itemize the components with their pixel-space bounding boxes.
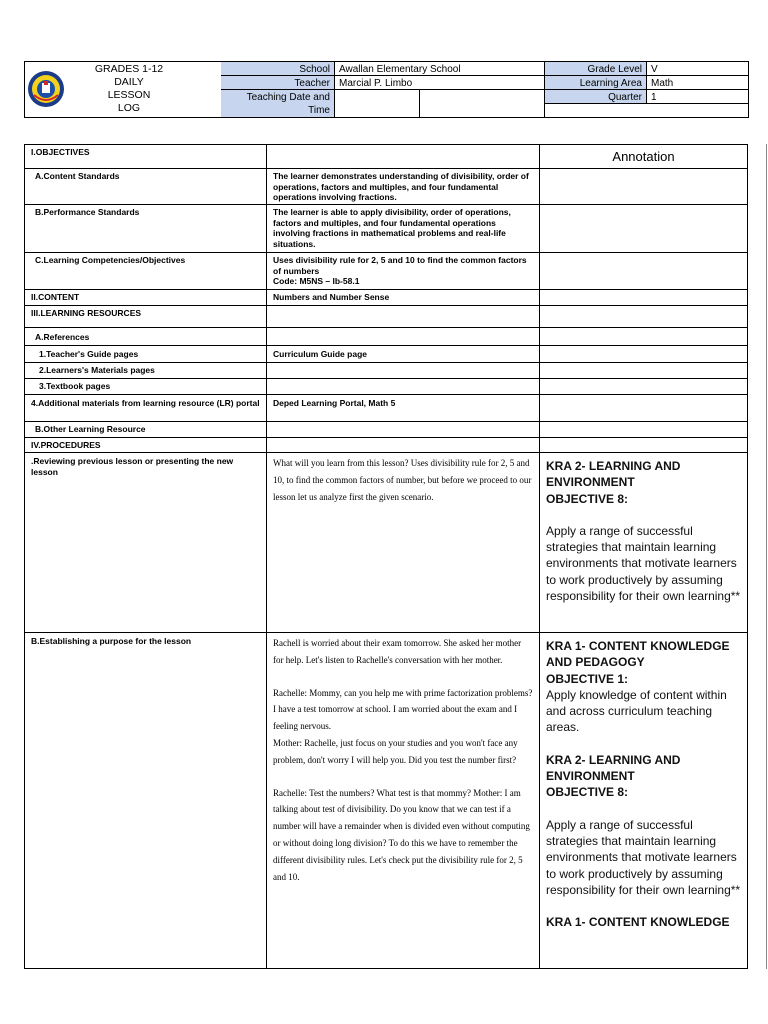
learning-area-label: Learning Area — [545, 76, 647, 90]
performance-standards-label: B.Performance Standards — [25, 205, 267, 252]
kra2-heading-line2: ENVIRONMENT — [546, 475, 635, 490]
purpose-paragraph-4: Rachelle: Test the numbers? What test is that mommy? Mother: I am talking about test of divisibility. Do you know that we can test if a number will have a remainder when is divided even without computing or without doing long division? To do this we have to remember the different divisibility rules. Let's check put the divisibility rule for 2, 5 and 10. — [273, 787, 530, 882]
log-title-line-4: LOG — [117, 102, 141, 114]
lr-portal-value: Deped Learning Portal, Math 5 — [267, 395, 540, 421]
purpose-paragraph-2: Rachelle: Mommy, can you help me with prime factorization problems? I have a test tomorrow at school. I am worried about the exam and I feeling nervous. — [273, 687, 533, 732]
other-resource-label: B.Other Learning Resource — [25, 422, 267, 437]
learners-materials-label: 2.Learners's Materials pages — [25, 363, 267, 378]
row-content-standards — [25, 169, 747, 205]
quarter-empty-cell — [545, 104, 748, 117]
objective8-text-repeat: Apply a range of successful strategies that maintain learning environments that motivate learners to work productively by assuming responsibility for their own learning** — [546, 817, 741, 897]
objective8-heading-repeat: OBJECTIVE 8: — [546, 785, 629, 800]
row-references — [25, 328, 747, 346]
row-reviewing — [25, 453, 747, 633]
kra1-heading-tail: KRA 1- CONTENT KNOWLEDGE — [546, 915, 730, 930]
teacher-label: Teacher — [221, 76, 335, 90]
establishing-purpose-label: B.Establishing a purpose for the lesson — [25, 633, 267, 969]
procedures-label: IV.PROCEDURES — [25, 438, 267, 452]
references-label: A.References — [25, 328, 267, 345]
school-value: Awallan Elementary School — [335, 62, 545, 76]
performance-standards-annotation — [540, 205, 747, 252]
kra2-heading-line2-repeat: ENVIRONMENT — [546, 769, 635, 784]
content-annotation — [540, 290, 747, 305]
deped-seal-icon — [26, 65, 66, 113]
content-label: II.CONTENT — [25, 290, 267, 305]
content-standards-label: A.Content Standards — [25, 169, 267, 204]
content-value: Numbers and Number Sense — [267, 290, 540, 305]
log-title-line-3: LESSON — [107, 89, 151, 101]
teachers-guide-label: 1.Teacher's Guide pages — [25, 346, 267, 362]
purpose-paragraph-1: Rachell is worried about their exam tomorrow. She asked her mother for help. Let's listen to Rachelle's conversation with her mother. — [273, 638, 522, 665]
row-learning-resources — [25, 306, 747, 328]
grade-level-label: Grade Level — [545, 62, 647, 76]
row-objectives — [25, 145, 747, 169]
row-learners-materials — [25, 363, 747, 379]
learning-area-value: Math — [647, 76, 748, 90]
establishing-purpose-text — [267, 633, 540, 969]
kra1-heading-line2: AND PEDAGOGY — [546, 655, 645, 670]
establishing-purpose-annotation — [540, 633, 747, 969]
row-teachers-guide — [25, 346, 747, 363]
log-title-line-2: DAILY — [114, 76, 144, 88]
textbook-pages-label: 3.Textbook pages — [25, 379, 267, 394]
row-lr-portal — [25, 395, 747, 422]
row-performance-standards — [25, 205, 747, 253]
objectives-value — [267, 145, 540, 168]
kra1-heading-line1: KRA 1- CONTENT KNOWLEDGE — [546, 639, 730, 653]
objective1-text: Apply knowledge of content within and across curriculum teaching areas. — [546, 687, 727, 735]
row-textbook-pages — [25, 379, 747, 395]
quarter-value: 1 — [647, 90, 748, 104]
lr-portal-label: 4.Additional materials from learning resource (LR) portal — [25, 395, 267, 421]
reviewing-annotation — [540, 453, 747, 632]
dll-table — [24, 144, 748, 969]
objectives-label: I.OBJECTIVES — [25, 145, 267, 168]
purpose-paragraph-3: Mother: Rachelle, just focus on your studies and you won't face any problem, don't worry I will help you. Did you test the number first? — [273, 737, 518, 765]
competencies-code: Code: M5NS – Ib-58.1 — [273, 276, 360, 286]
objective8-text: Apply a range of successful strategies that maintain learning environments that motivate learners to work productively by assuming responsibility for their own learning** — [546, 523, 741, 604]
learning-resources-label: III.LEARNING RESOURCES — [25, 306, 267, 327]
competencies-value — [267, 253, 540, 289]
row-establishing-purpose — [25, 633, 747, 969]
row-procedures — [25, 438, 747, 453]
teachers-guide-value: Curriculum Guide page — [267, 346, 540, 362]
school-label: School — [221, 62, 335, 76]
objective8-heading: OBJECTIVE 8: — [546, 491, 629, 506]
competencies-annotation — [540, 253, 747, 289]
competencies-label: C.Learning Competencies/Objectives — [25, 253, 267, 289]
teaching-date-label: Teaching Date and Time — [221, 90, 335, 117]
teaching-time-value — [420, 90, 545, 117]
row-competencies — [25, 253, 747, 290]
reviewing-text: What will you learn from this lesson? Uses divisibility rule for 2, 5 and 10, to find the common factors of number, but before we proceed to our lesson let us analyze first the given scenario. — [267, 453, 540, 632]
page-edge-line — [766, 144, 767, 969]
kra2-heading-line1-repeat: KRA 2- LEARNING AND — [546, 752, 681, 767]
reviewing-label: .Reviewing previous lesson or presenting the new lesson — [25, 453, 267, 632]
competencies-text: Uses divisibility rule for 2, 5 and 10 to find the common factors of numbers — [273, 255, 527, 276]
header-table — [24, 61, 749, 118]
annotation-header: Annotation — [612, 149, 675, 164]
grade-level-value: V — [647, 62, 748, 76]
objective1-heading: OBJECTIVE 1: — [546, 671, 629, 686]
content-standards-value: The learner demonstrates understanding of divisibility, order of operations, factors and multiples, and four fundamental operations involving fractions. — [267, 169, 540, 204]
quarter-label: Quarter — [545, 90, 647, 104]
teacher-value: Marcial P. Limbo — [335, 76, 545, 90]
row-other-resource — [25, 422, 747, 438]
teaching-date-value — [335, 90, 420, 117]
performance-standards-value: The learner is able to apply divisibility, order of operations, factors and multiples, and four fundamental operations involving fractions in mathematical problems and real-life situations. — [267, 205, 540, 252]
row-content — [25, 290, 747, 306]
log-title-line-1: GRADES 1-12 — [94, 63, 164, 75]
content-standards-annotation — [540, 169, 747, 204]
kra2-heading-line1: KRA 2- LEARNING AND — [546, 459, 681, 473]
